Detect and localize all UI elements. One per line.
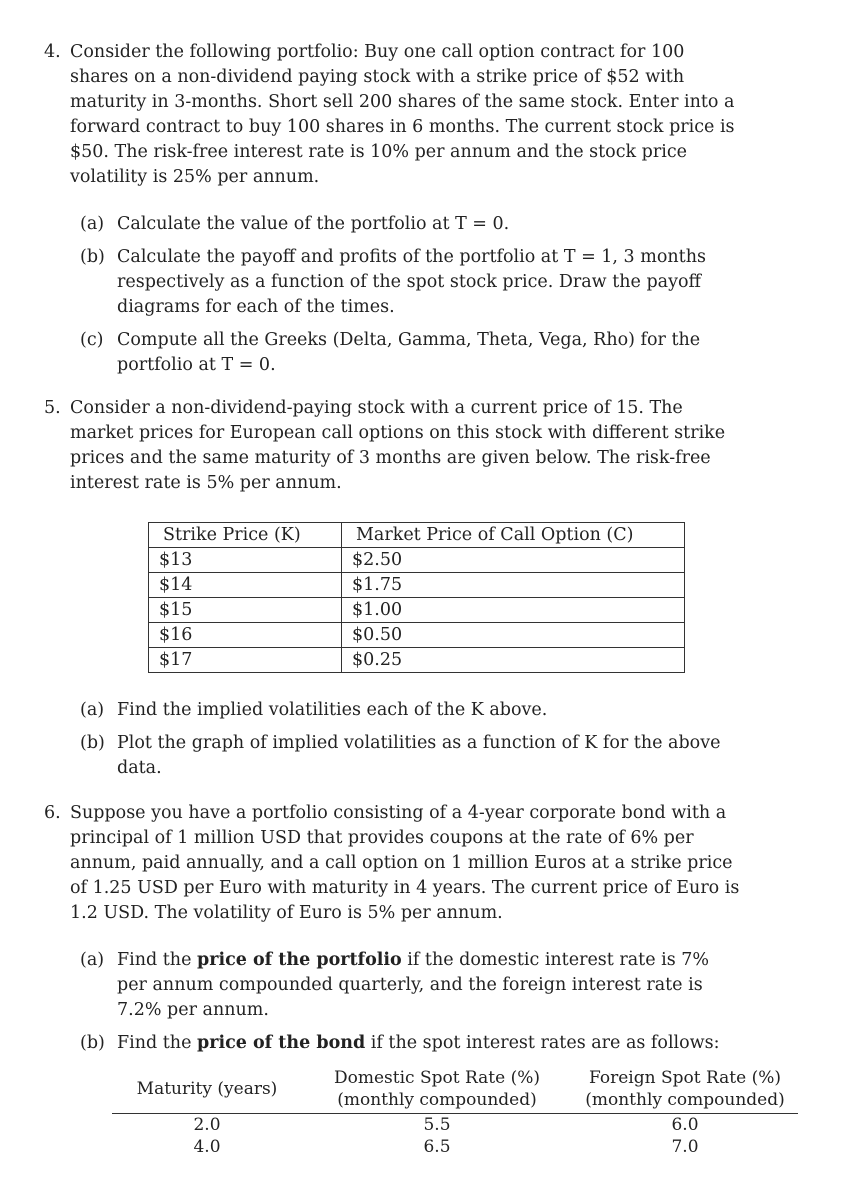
- domestic-rate-cell: 5.5: [423, 1115, 451, 1135]
- strike-cell: $17: [149, 648, 342, 673]
- price-cell: $0.25: [342, 648, 685, 673]
- part-label: (b): [80, 247, 105, 267]
- problem-parts: [44, 948, 744, 1056]
- problem-number: 4.: [44, 42, 61, 62]
- table-row: [149, 573, 685, 598]
- part-label: (b): [80, 733, 105, 753]
- column-header: Strike Price (K): [149, 523, 342, 548]
- part-label: (a): [80, 950, 105, 970]
- strike-price-table: [148, 522, 685, 673]
- part-text: Plot the graph of implied volatilities as a function of K for the above data.: [117, 733, 721, 778]
- problem-parts: [44, 212, 744, 378]
- spot-rate-table: [112, 1067, 798, 1158]
- strike-cell: $16: [149, 623, 342, 648]
- price-cell: $0.50: [342, 623, 685, 648]
- table-row: [112, 1136, 798, 1158]
- problem-text: Consider the following portfolio: Buy one call option contract for 100 shares on a non-dividend paying stock with a strike price of $52 with maturity in 3-months. Short sell 200 shares of the same stock. Enter into a forward contract to buy 100 shares in 6 months. The current stock price is $50. The risk-free interest rate is 10% per annum and the stock price volatility is 25% per annum.: [70, 42, 735, 187]
- part-label: (a): [80, 700, 105, 720]
- part-label: (c): [80, 330, 104, 350]
- column-header: [302, 1067, 572, 1114]
- maturity-cell: 4.0: [193, 1137, 221, 1157]
- part-label: (a): [80, 214, 105, 234]
- part-a: [80, 698, 744, 723]
- header-line: (monthly compounded): [337, 1090, 537, 1110]
- domestic-rate-cell: 6.5: [423, 1137, 451, 1157]
- problem-text: Suppose you have a portfolio consisting of a 4-year corporate bond with a principal of 1 million USD that provides coupons at the rate of 6% per annum, paid annually, and a call option on 1 million Euros at a strike price of 1.25 USD per Euro with maturity in 4 years. The current price of Euro is 1.2 USD. The volatility of Euro is 5% per annum.: [70, 803, 740, 923]
- problem-5: [44, 396, 744, 496]
- header-line: Foreign Spot Rate (%): [589, 1068, 781, 1088]
- problem-4: [44, 40, 744, 386]
- table-header-row: [112, 1067, 798, 1114]
- problem-number: 6.: [44, 803, 61, 823]
- part-a: [80, 212, 744, 237]
- table-row: [149, 548, 685, 573]
- part-text-bold: price of the portfolio: [197, 950, 402, 970]
- part-text-pre: Find the: [117, 950, 192, 970]
- part-b: [80, 245, 744, 320]
- part-text-pre: Find the: [117, 1033, 192, 1053]
- table-row: [149, 648, 685, 673]
- problem-6: [44, 801, 744, 1064]
- part-text: Compute all the Greeks (Delta, Gamma, Theta, Vega, Rho) for the portfolio at T = 0.: [117, 330, 701, 375]
- price-cell: $2.50: [342, 548, 685, 573]
- maturity-cell: 2.0: [193, 1115, 221, 1135]
- part-label: (b): [80, 1033, 105, 1053]
- table-row: [149, 623, 685, 648]
- part-text-bold: price of the bond: [197, 1033, 366, 1053]
- part-text: Find the implied volatilities each of the K above.: [117, 700, 548, 720]
- header-line: (monthly compounded): [585, 1090, 785, 1110]
- strike-cell: $14: [149, 573, 342, 598]
- foreign-rate-cell: 7.0: [671, 1137, 699, 1157]
- table-header-row: [149, 523, 685, 548]
- table-row: [149, 598, 685, 623]
- problem-number: 5.: [44, 398, 61, 418]
- price-cell: $1.00: [342, 598, 685, 623]
- part-text: Calculate the value of the portfolio at T = 0.: [117, 214, 510, 234]
- foreign-rate-cell: 6.0: [671, 1115, 699, 1135]
- header-line: Maturity (years): [136, 1079, 278, 1099]
- strike-cell: $15: [149, 598, 342, 623]
- strike-cell: $13: [149, 548, 342, 573]
- problem-text: Consider a non-dividend-paying stock with a current price of 15. The market prices for European call options on this stock with different strike prices and the same maturity of 3 months are given below. The risk-free interest rate is 5% per annum.: [70, 398, 726, 493]
- part-text-post: if the spot interest rates are as follows:: [370, 1033, 720, 1053]
- table-row: [112, 1114, 798, 1137]
- header-line: Domestic Spot Rate (%): [333, 1068, 540, 1088]
- column-header: [572, 1067, 798, 1114]
- part-c: [80, 328, 744, 378]
- part-b: [80, 731, 744, 781]
- price-cell: $1.75: [342, 573, 685, 598]
- part-b: [80, 1031, 744, 1056]
- problem-5-parts: [44, 698, 744, 789]
- column-header: Market Price of Call Option (C): [342, 523, 685, 548]
- part-a: [80, 948, 744, 1023]
- column-header: [112, 1067, 302, 1114]
- part-text: Calculate the payoff and profits of the portfolio at T = 1, 3 months respectively as a function of the spot stock price. Draw the payoff diagrams for each of the times.: [117, 247, 706, 317]
- part-text-post: if the domestic interest rate is 7% per annum compounded quarterly, and the foreign interest rate is 7.2% per annum.: [117, 950, 710, 1020]
